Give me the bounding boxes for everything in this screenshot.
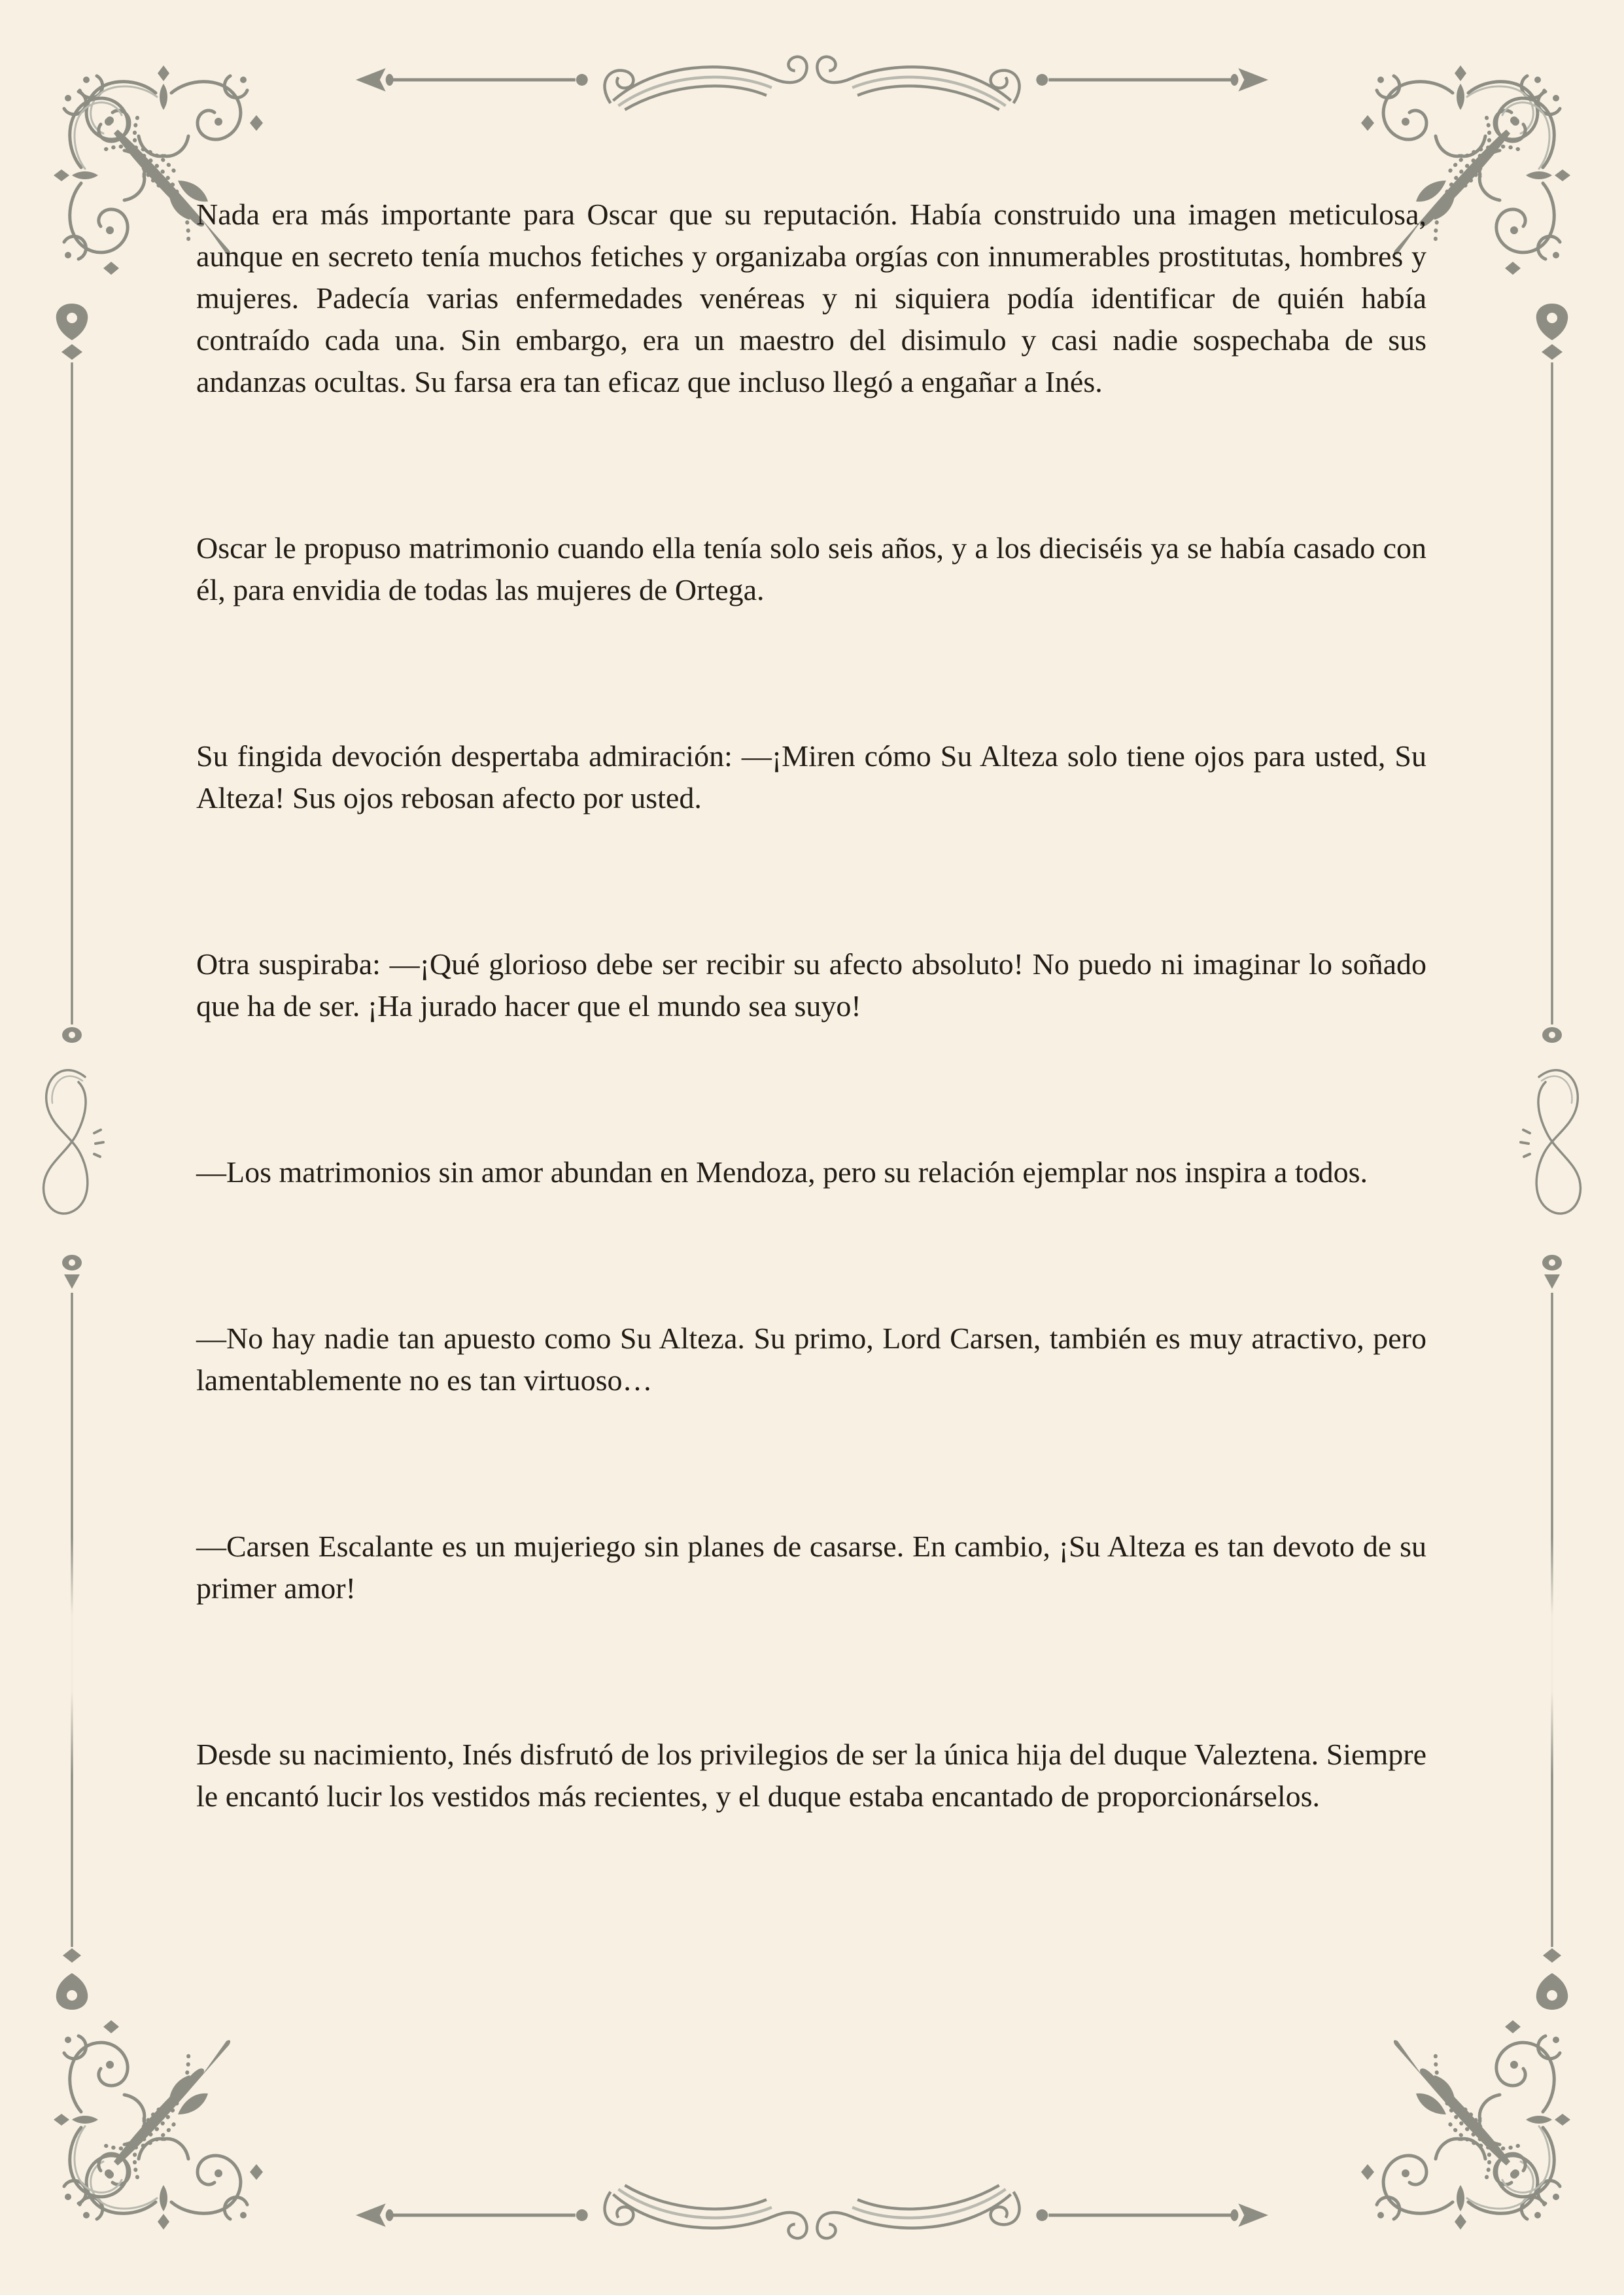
page-text <box>196 194 1426 1817</box>
paragraph-1: Nada era más importante para Oscar que su reputación. Había construido una imagen meticulosa, aunque en secreto tenía muchos fetiches y organizaba orgías con innumerables prostitutas, hombres y mujeres. Padecía varias enfermedades venéreas y ni siquiera podía identificar de quién había contraído cada una. Sin embargo, era un maestro del disimulo y casi nadie sospechaba de sus andanzas ocultas. Su farsa era tan eficaz que incluso llegó a engañar a Inés. <box>196 198 1426 398</box>
paragraph-8: Desde su nacimiento, Inés disfrutó de los privilegios de ser la única hija del duque Valeztena. Siempre le encantó lucir los vestidos más recientes, y el duque estaba encantado de proporcionárselos. <box>196 1738 1426 1813</box>
side-ornament-left-icon <box>39 301 105 2012</box>
paragraph-7: —Carsen Escalante es un mujeriego sin planes de casarse. En cambio, ¡Su Alteza es tan devoto de su primer amor! <box>196 1530 1426 1605</box>
corner-flourish-bottom-right-icon <box>1361 2020 1583 2243</box>
side-ornament-right-icon <box>1519 301 1585 2012</box>
paragraph-4: Otra suspiraba: —¡Qué glorioso debe ser recibir su afecto absoluto! No puedo ni imaginar lo soñado que ha de ser. ¡Ha jurado hacer que el mundo sea suyo! <box>196 947 1426 1023</box>
arrow-scroll-divider-bottom-icon <box>351 2176 1273 2254</box>
paragraph-2: Oscar le propuso matrimonio cuando ella tenía solo seis años, y a los dieciséis ya se había casado con él, para envidia de todas las mujeres de Ortega. <box>196 531 1426 606</box>
corner-flourish-bottom-left-icon <box>41 2020 263 2243</box>
paragraph-6: —No hay nadie tan apuesto como Su Alteza. Su primo, Lord Carsen, también es muy atractivo, pero lamentablemente no es tan virtuoso… <box>196 1322 1426 1397</box>
arrow-scroll-divider-top-icon <box>351 41 1273 119</box>
paragraph-5: —Los matrimonios sin amor abundan en Mendoza, pero su relación ejemplar nos inspira a todos. <box>196 1155 1368 1189</box>
paragraph-3: Su fingida devoción despertaba admiración: —¡Miren cómo Su Alteza solo tiene ojos para usted, Su Alteza! Sus ojos rebosan afecto por usted. <box>196 739 1426 815</box>
